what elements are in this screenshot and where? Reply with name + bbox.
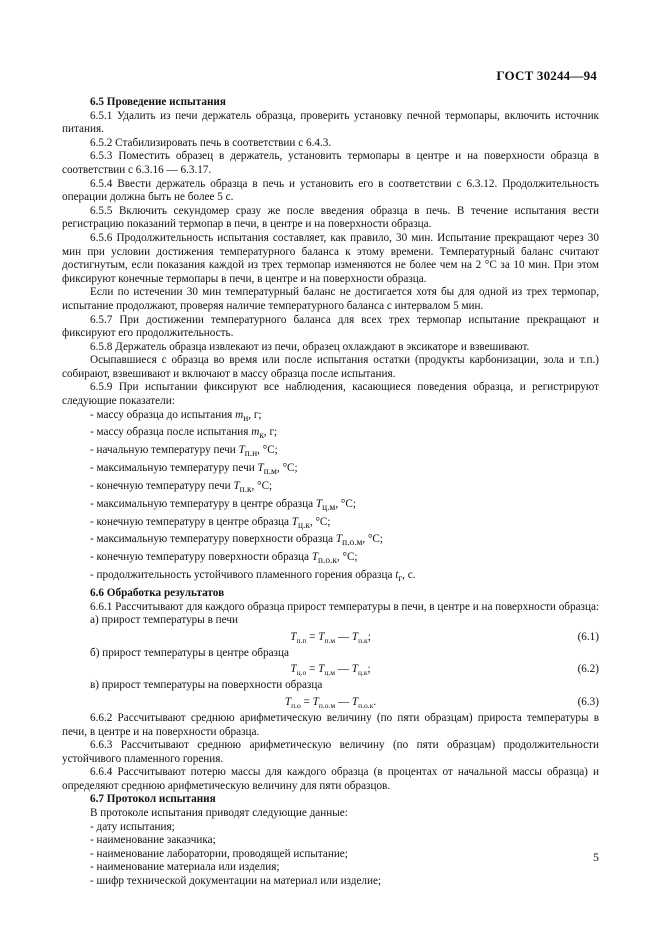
item-c-label: в) прирост температуры на поверхности образца bbox=[90, 679, 323, 692]
page-number: 5 bbox=[593, 850, 599, 864]
list-item: - дату испытания; bbox=[90, 820, 175, 833]
para-6-5-4: 6.5.4 Ввести держатель образца в печь и установить его в соответствии с 6.3.12. Продолжительность операции должна быть не более 5 с. bbox=[62, 177, 599, 204]
document-body bbox=[62, 96, 599, 889]
list-item: - начальную температуру печи $T_{п.н}$, °С; bbox=[90, 444, 278, 460]
formula-number: (6.2) bbox=[577, 663, 599, 676]
para-6-5-9: 6.5.9 При испытании фиксируют все наблюдения, касающиеся поведения образца, и регистрируют следующие показатели: bbox=[62, 381, 599, 408]
list-item: - конечную температуру поверхности образца $T_{п.о.к}$, °С; bbox=[90, 551, 358, 567]
para-6-5-8: 6.5.8 Держатель образца извлекают из печи, образец охлаждают в эксикаторе и взвешивают. bbox=[90, 340, 530, 353]
formula-number: (6.1) bbox=[577, 630, 599, 643]
para-6-5-5: 6.5.5 Включить секундомер сразу же после введения образца в печь. В течение испытания вести регистрацию показаний термопар в печи, в центре и на поверхности образца. bbox=[62, 204, 599, 231]
list-item: - наименование заказчика; bbox=[90, 834, 216, 847]
list-item: - максимальную температуру в центре образца $T_{ц.м}$, °С; bbox=[90, 497, 356, 514]
formula-number: (6.3) bbox=[577, 695, 599, 708]
para-6-5-1: 6.5.1 Удалить из печи держатель образца, проверить установку печной термопары, включить источник питания. bbox=[62, 109, 599, 136]
formula-6-2: $T_{ц.о} = T_{ц.м}$ — $T_{ц.к}$; (6.2) bbox=[290, 663, 599, 678]
para-6-5-3: 6.5.3 Поместить образец в держатель, установить термопары в центре и на поверхности образца в соответствии с 6.3.16 — 6.3.17. bbox=[62, 150, 599, 176]
para-6-6-4: 6.6.4 Рассчитывают потерю массы для каждого образца (в процентах от начальной массы образца) и определяют среднюю арифметическую величину для пяти образцов. bbox=[62, 766, 599, 792]
para-6-5-6b: Если по истечении 30 мин температурный баланс не достигается хотя бы для одной из трех термопар, испытание продолжают, проверяя наличие температурного баланса с интервалом 5 мин. bbox=[62, 286, 599, 312]
list-item: - продолжительность устойчивого пламенного горения образца $t_г$, с. bbox=[90, 569, 416, 585]
heading-6-7: 6.7 Протокол испытания bbox=[90, 793, 216, 806]
formula-6-1: $T_{п.п} = T_{п.м}$ — $T_{п.к}$; (6.1) bbox=[290, 630, 599, 645]
list-item: - максимальную температуру поверхности образца $T_{п.о.м}$, °С; bbox=[90, 533, 383, 549]
list-item: - конечную температуру печи $T_{п.к}$, °С; bbox=[90, 479, 273, 496]
para-6-6-3: 6.6.3 Рассчитывают среднюю арифметическую величину (по пяти образцам) продолжительности устойчивого пламенного горения. bbox=[62, 739, 599, 765]
list-item: - конечную температуру в центре образца $T_{ц.к}$, °С; bbox=[90, 515, 331, 531]
heading-6-5: 6.5 Проведение испытания bbox=[90, 96, 226, 108]
para-6-5-2: 6.5.2 Стабилизировать печь в соответствии с 6.4.3. bbox=[90, 136, 332, 149]
list-item: - массу образца до испытания $m_н$, г; bbox=[90, 408, 262, 424]
list-item: - максимальную температуру печи $T_{п.м}$, °С; bbox=[90, 462, 298, 478]
para-6-5-6: 6.5.6 Продолжительность испытания составляет, как правило, 30 мин. Испытание прекращают через 30 мин при условии достижения температурного баланса к этому времени. Температурный баланс считают достигнутым, если показания каждой из трех термопар изменяются не более чем на 2 °С за 10 мин. При этом фиксируют конечные термопары в печи, в центре и на поверхности образца. bbox=[62, 231, 599, 285]
list-item: - массу образца после испытания $m_к$, г; bbox=[90, 426, 278, 442]
list-item: - наименование материала или изделия; bbox=[90, 861, 280, 874]
item-b-label: б) прирост температуры в центре образца bbox=[90, 646, 289, 659]
para-6-6-1: 6.6.1 Рассчитывают для каждого образца прирост температуры в печи, в центре и на поверхности образца: bbox=[90, 600, 600, 613]
heading-6-6: 6.6 Обработка результатов bbox=[90, 586, 225, 599]
para-6-7-intro: В протоколе испытания приводят следующие данные: bbox=[90, 807, 348, 820]
para-6-5-7: 6.5.7 При достижении температурного баланса для всех трех термопар испытание прекращают и фиксируют его продолжительность. bbox=[62, 313, 599, 340]
para-6-5-8b: Осыпавшиеся с образца во время или после испытания остатки (продукты карбонизации, зола и т.п.) собирают, взвешивают и включают в массу образца после испытания. bbox=[62, 354, 599, 380]
item-a-label: а) прирост температуры в печи bbox=[90, 614, 238, 627]
list-item: - наименование лаборатории, проводящей испытание; bbox=[90, 847, 348, 860]
standard-header: ГОСТ 30244—94 bbox=[496, 68, 597, 83]
formula-6-3: $T_{п.о} = T_{п.о.м}$ — $T_{п.о.к}$. (6.3) bbox=[284, 695, 599, 711]
para-6-6-2: 6.6.2 Рассчитывают среднюю арифметическую величину (по пяти образцам) прироста температуры в печи, в центре и на поверхности образца. bbox=[62, 711, 599, 738]
list-item: - шифр технической документации на материал или изделие; bbox=[90, 875, 382, 888]
